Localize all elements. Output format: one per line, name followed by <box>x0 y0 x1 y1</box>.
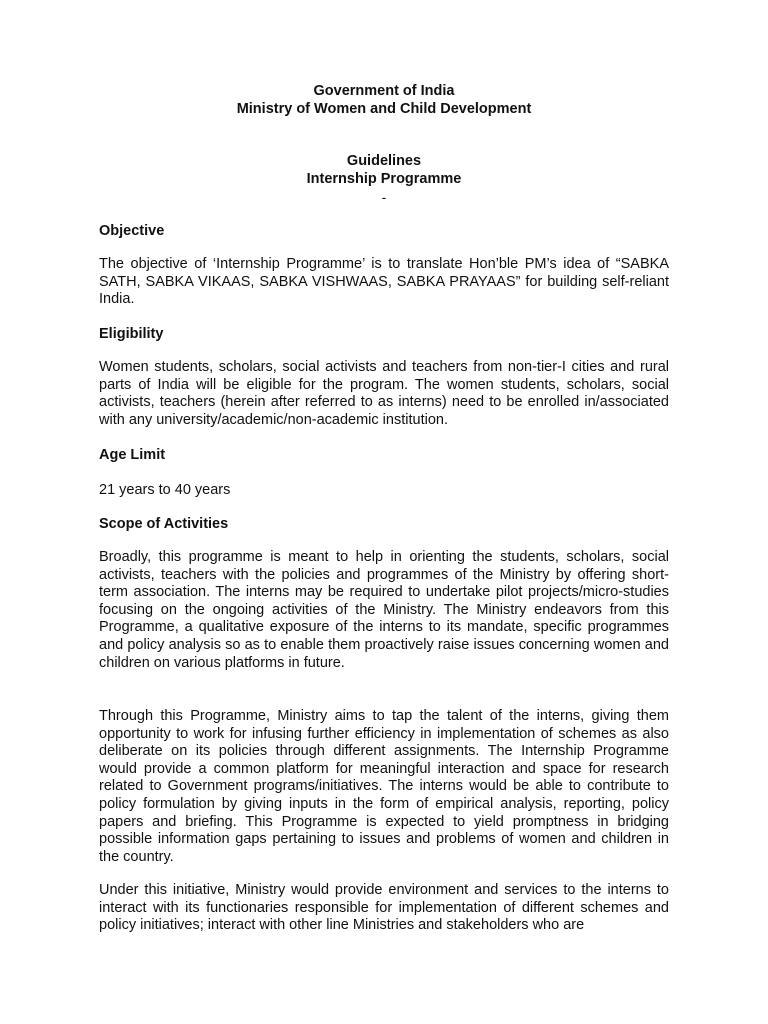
header-ministry: Ministry of Women and Child Development <box>236 101 532 117</box>
age-limit-heading: Age Limit <box>99 447 166 463</box>
scope-heading: Scope of Activities <box>99 516 229 532</box>
age-limit-text: 21 years to 40 years <box>99 482 231 498</box>
objective-heading: Objective <box>99 223 165 239</box>
scope-paragraph-3: Under this initiative, Ministry would provide environment and services to the interns to interact with its functionaries responsible for implementation of different schemes and policy initiatives; interact with other line Ministries and stakeholders who are <box>99 882 669 934</box>
header-dash: - <box>381 189 387 205</box>
header-guidelines: Guidelines <box>346 153 422 169</box>
eligibility-paragraph: Women students, scholars, social activists and teachers from non-tier-I cities and rural parts of India will be eligible for the program. The women students, scholars, social activists, teachers (herein after referred to as interns) need to be enrolled in/associated with any university/academic/non-academic institution. <box>99 359 669 428</box>
header-internship-programme: Internship Programme <box>306 171 462 187</box>
scope-paragraph-2: Through this Programme, Ministry aims to tap the talent of the interns, giving them opportunity to work for infusing further efficiency in implementation of schemes as also deliberate on its policies through different assignments. The Internship Programme would provide a common platform for meaningful interaction and space for research related to Government programs/initiatives. The interns would be able to contribute to policy formulation by giving inputs in the form of empirical analysis, reporting, policy papers and briefing. This Programme is expected to yield promptness in bridging possible information gaps pertaining to issues and problems of women and children in the country. <box>99 708 669 865</box>
header-government: Government of India <box>313 83 455 99</box>
scope-paragraph-1: Broadly, this programme is meant to help in orienting the students, scholars, social activists, teachers with the policies and programmes of the Ministry by offering short-term association. The interns may be required to undertake pilot projects/micro-studies focusing on the ongoing activities of the Ministry. The Ministry endeavors from this Programme, a qualitative exposure of the interns to its mandate, specific programmes and policy analysis so as to enable them proactively raise issues concerning women and children on various platforms in future. <box>99 549 669 671</box>
objective-paragraph: The objective of ‘Internship Programme’ is to translate Hon’ble PM’s idea of “SABKA SATH, SABKA VIKAAS, SABKA VISHWAAS, SABKA PRAYAAS” for building self-reliant India. <box>99 256 669 308</box>
eligibility-heading: Eligibility <box>99 326 164 342</box>
